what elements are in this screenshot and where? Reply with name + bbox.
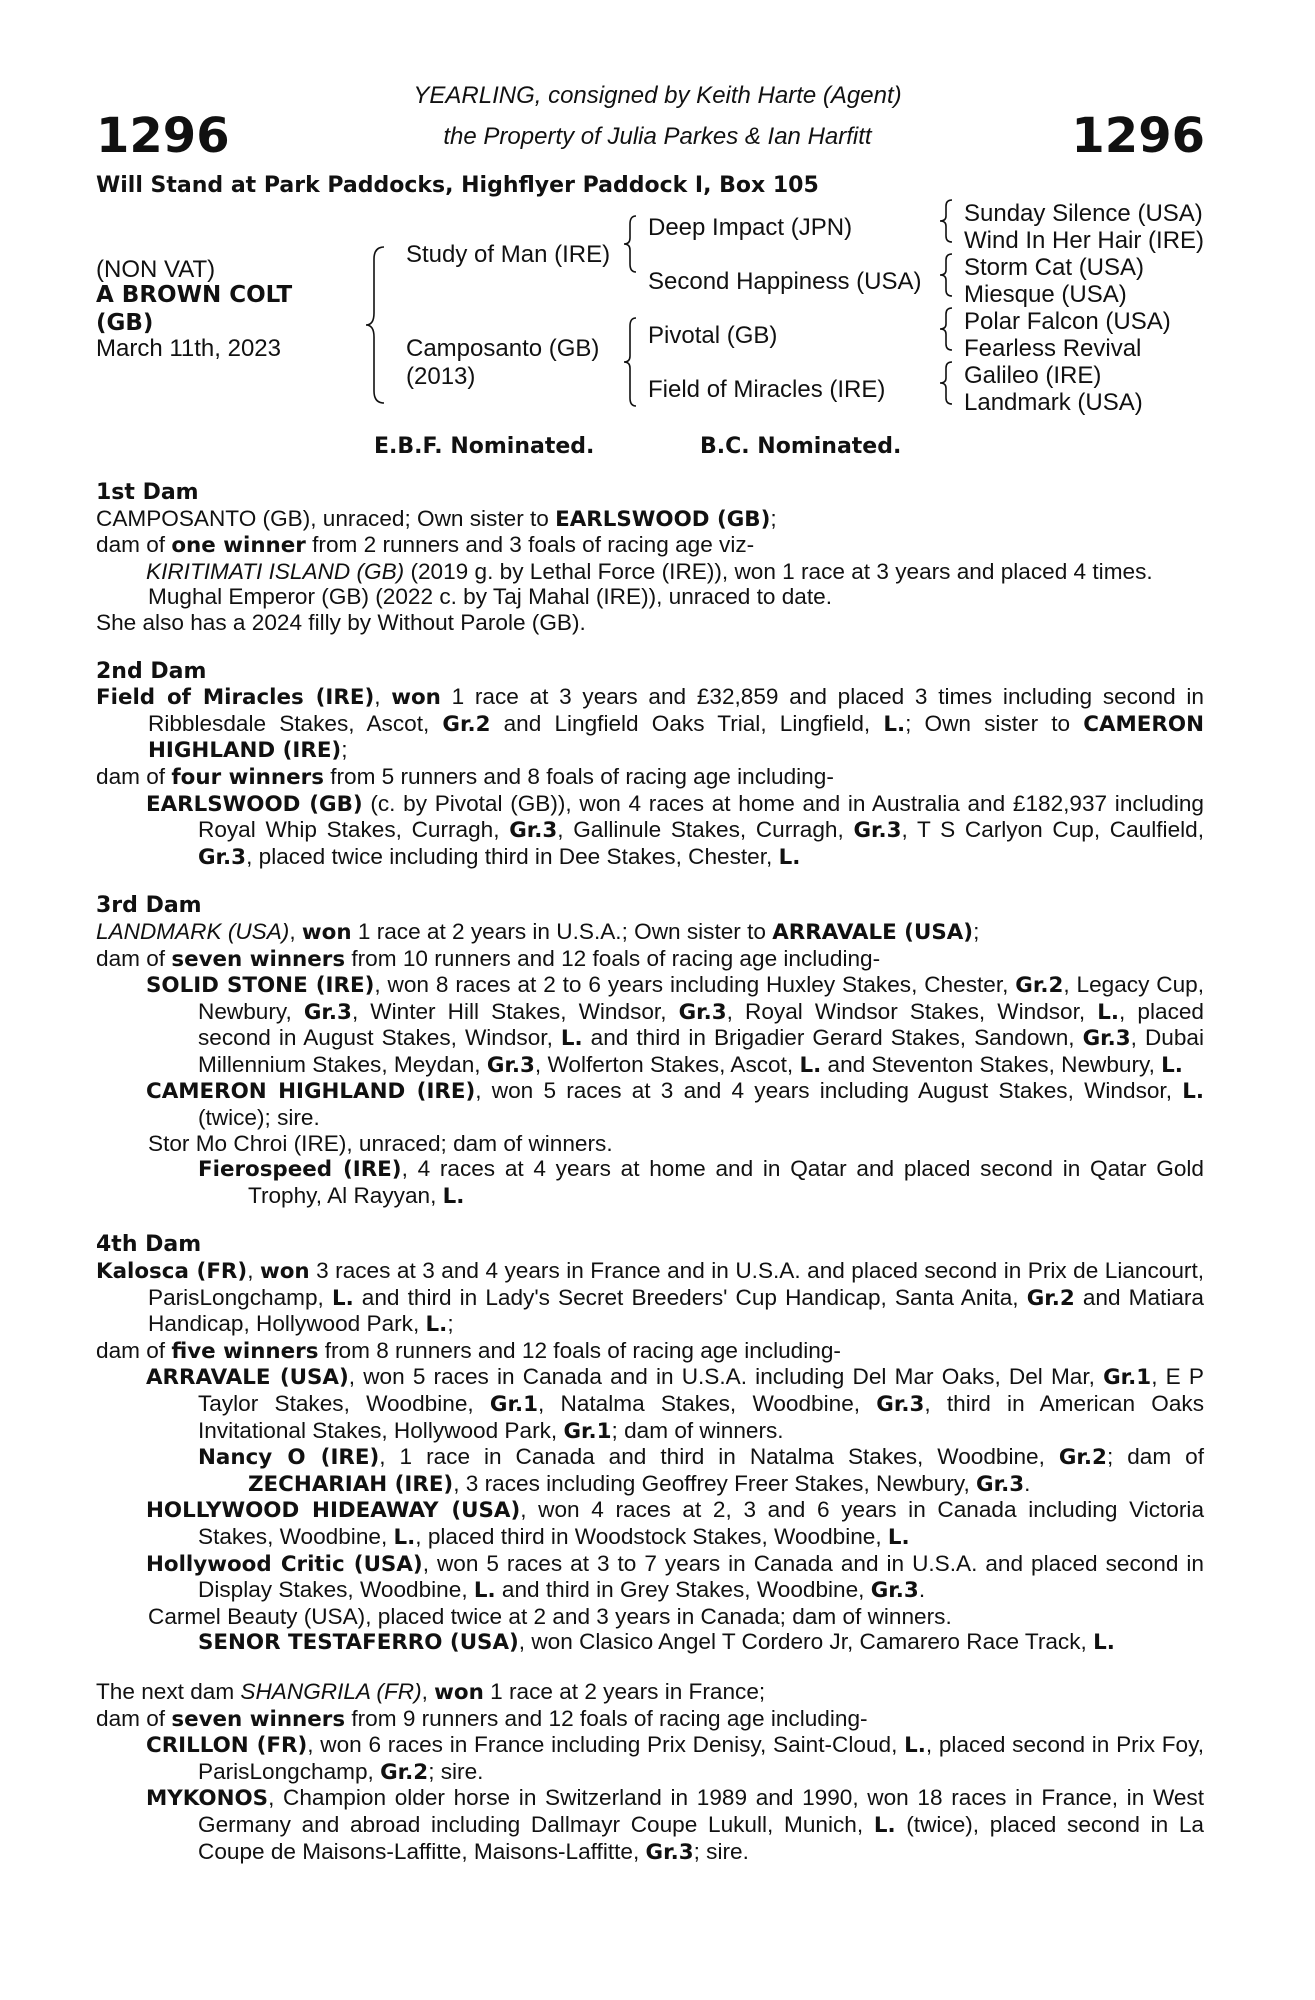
dam-summary: CAMPOSANTO (GB), unraced; Own sister to EARLSWOOD (GB);	[96, 505, 777, 532]
pedigree-sire-sire: Deep Impact (JPN)	[648, 214, 853, 241]
grand-produce-entry: Nancy O (IRE), 1 race in Canada and third in Natalma Stakes, Woodbine, Gr.2; dam of ZECHARIAH (IRE), 3 races including Geoffrey Freer Stakes, Newbury, Gr.3.	[198, 1444, 1204, 1497]
pedigree-dd-sire: Galileo (IRE)	[964, 362, 1102, 389]
produce-entry: Hollywood Critic (USA), won 5 races at 3 to 7 years in Canada and in U.S.A. and placed second in Display Stakes, Woodbine, L. and third in Grey Stakes, Woodbine, Gr.3.	[146, 1550, 1205, 1604]
lot-number-left: 1296	[96, 108, 230, 164]
produce-entry: CRILLON (FR), won 6 races in France including Prix Denisy, Saint-Cloud, L., placed second in Prix Foy, ParisLongchamp, Gr.2; sire.	[146, 1732, 1204, 1785]
pedigree-bracket-ss	[940, 198, 960, 244]
pedigree-bracket-dam	[624, 316, 644, 408]
pedigree-sire-dam: Second Happiness (USA)	[648, 268, 922, 295]
horse-description: A BROWN COLT	[96, 282, 293, 308]
pedigree-dam-dam: Field of Miracles (IRE)	[648, 376, 886, 403]
produce-entry: CAMERON HIGHLAND (IRE), won 5 races at 3 and 4 years including August Stakes, Windsor, L. (twice); sire.	[146, 1078, 1204, 1131]
second-dam-section	[96, 659, 1204, 871]
pedigree-bracket-sire	[624, 214, 644, 274]
pedigree-ss-dam: Wind In Her Hair (IRE)	[964, 227, 1205, 254]
lot-number-right: 1296	[1071, 108, 1205, 164]
dam-summary: Field of Miracles (IRE), won 1 race at 3 years and £32,859 and placed 3 times including second in Ribblesdale Stakes, Ascot, Gr.2 and Lingfield Oaks Trial, Lingfield, L.; Own sister to CAMERON HIGHLAND (IRE);	[96, 684, 1204, 764]
grand-produce-entry: SENOR TESTAFERRO (USA), won Clasico Angel T Cordero Jr, Camarero Race Track, L.	[198, 1629, 1115, 1656]
produce-entry: ARRAVALE (USA), won 5 races in Canada and in U.S.A. including Del Mar Oaks, Del Mar, Gr.1, E P Taylor Stakes, Woodbine, Gr.1, Natalma Stakes, Woodbine, Gr.3, third in American Oaks Invitational Stakes, Hollywood Park, Gr.1; dam of winners.	[146, 1364, 1204, 1444]
produce-summary: dam of one winner from 2 runners and 3 foals of racing age viz-	[96, 532, 755, 559]
next-dam-section	[96, 1679, 1204, 1865]
produce-note: She also has a 2024 filly by Without Parole (GB).	[96, 609, 586, 635]
produce-entry: HOLLYWOOD HIDEAWAY (USA), won 4 races at 2, 3 and 6 years in Canada including Victoria Stakes, Woodbine, L., placed third in Woodstock Stakes, Woodbine, L.	[146, 1497, 1205, 1550]
first-dam-section	[96, 480, 1204, 636]
section-heading: 3rd Dam	[96, 893, 202, 919]
section-heading: 1st Dam	[96, 480, 199, 505]
foaling-date: March 11th, 2023	[96, 335, 282, 362]
pedigree-dam: Camposanto (GB)	[406, 335, 600, 362]
grand-produce-entry: Fierospeed (IRE), 4 races at 4 years at home and in Qatar and placed second in Qatar Gold Trophy, Al Rayyan, L.	[198, 1156, 1204, 1209]
stand-location: Will Stand at Park Paddocks, Highflyer Paddock I, Box 105	[96, 173, 819, 198]
pedigree-dam-sire: Pivotal (GB)	[648, 322, 778, 349]
dam-summary: The next dam SHANGRILA (FR), won 1 race at 2 years in France;	[96, 1678, 766, 1705]
section-heading: 2nd Dam	[96, 658, 207, 684]
ebf-nomination: E.B.F. Nominated.	[374, 434, 595, 459]
pedigree-bracket-ds	[940, 306, 960, 352]
section-heading: 4th Dam	[96, 1232, 202, 1258]
pedigree-sd-dam: Miesque (USA)	[964, 281, 1127, 308]
horse-origin: (GB)	[96, 310, 154, 336]
pedigree-dam-year: (2013)	[406, 363, 476, 390]
produce-entry: KIRITIMATI ISLAND (GB) (2019 g. by Lethal Force (IRE)), won 1 race at 3 years and placed 4 times.	[146, 558, 1153, 584]
pedigree-bracket-sd	[940, 252, 960, 298]
produce-entry: Mughal Emperor (GB) (2022 c. by Taj Mahal (IRE)), unraced to date.	[148, 584, 832, 610]
produce-summary: dam of seven winners from 10 runners and 12 foals of racing age including-	[96, 945, 881, 972]
pedigree-bracket-main	[366, 245, 396, 405]
produce-entry: MYKONOS, Champion older horse in Switzerland in 1989 and 1990, won 18 races in France, in West Germany and abroad including Dallmayr Coupe Lukull, Munich, L. (twice), placed second in La Coupe de Maisons-Laffitte, Maisons-Laffitte, Gr.3; sire.	[146, 1785, 1204, 1865]
produce-entry: EARLSWOOD (GB) (c. by Pivotal (GB)), won 4 races at home and in Australia and £182,937 including Royal Whip Stakes, Curragh, Gr.3, Gallinule Stakes, Curragh, Gr.3, T S Carlyon Cup, Caulfield, Gr.3, placed twice including third in Dee Stakes, Chester, L.	[146, 790, 1204, 870]
produce-summary: dam of four winners from 5 runners and 8 foals of racing age including-	[96, 763, 834, 790]
dam-summary: Kalosca (FR), won 3 races at 3 and 4 years in France and in U.S.A. and placed second in Prix de Liancourt, ParisLongchamp, L. and third in Lady's Secret Breeders' Cup Handicap, Santa Anita, Gr.2 and Matiara Handicap, Hollywood Park, L.;	[96, 1258, 1205, 1338]
produce-entry: SOLID STONE (IRE), won 8 races at 2 to 6 years including Huxley Stakes, Chester, Gr.2, Legacy Cup, Newbury, Gr.3, Winter Hill Stakes, Windsor, Gr.3, Royal Windsor Stakes, Windsor, L., placed second in August Stakes, Windsor, L. and third in Brigadier Gerard Stakes, Sandown, Gr.3, Dubai Millennium Stakes, Meydan, Gr.3, Wolferton Stakes, Ascot, L. and Steventon Stakes, Newbury, L.	[146, 972, 1204, 1078]
pedigree-sire: Study of Man (IRE)	[406, 241, 611, 268]
pedigree-sd-sire: Storm Cat (USA)	[964, 254, 1145, 281]
bc-nomination: B.C. Nominated.	[700, 434, 902, 459]
consignor-line: YEARLING, consigned by Keith Harte (Agent)	[413, 82, 902, 109]
fourth-dam-section	[96, 1232, 1204, 1656]
third-dam-section	[96, 893, 1204, 1209]
pedigree-dd-dam: Landmark (USA)	[964, 389, 1143, 416]
pedigree-notes	[96, 480, 1204, 1865]
pedigree-ds-dam: Fearless Revival	[964, 335, 1142, 362]
pedigree-ss-sire: Sunday Silence (USA)	[964, 200, 1203, 227]
produce-summary: dam of seven winners from 9 runners and 12 foals of racing age including-	[96, 1705, 868, 1732]
pedigree-ds-sire: Polar Falcon (USA)	[964, 308, 1171, 335]
dam-summary: LANDMARK (USA), won 1 race at 2 years in U.S.A.; Own sister to ARRAVALE (USA);	[96, 918, 980, 945]
produce-summary: dam of five winners from 8 runners and 12 foals of racing age including-	[96, 1337, 841, 1364]
property-line: the Property of Julia Parkes & Ian Harfitt	[443, 123, 872, 150]
vat-status: (NON VAT)	[96, 256, 216, 283]
produce-entry: Stor Mo Chroi (IRE), unraced; dam of winners.	[148, 1130, 613, 1156]
produce-entry: Carmel Beauty (USA), placed twice at 2 and 3 years in Canada; dam of winners.	[148, 1603, 952, 1629]
pedigree-bracket-dd	[940, 360, 960, 406]
